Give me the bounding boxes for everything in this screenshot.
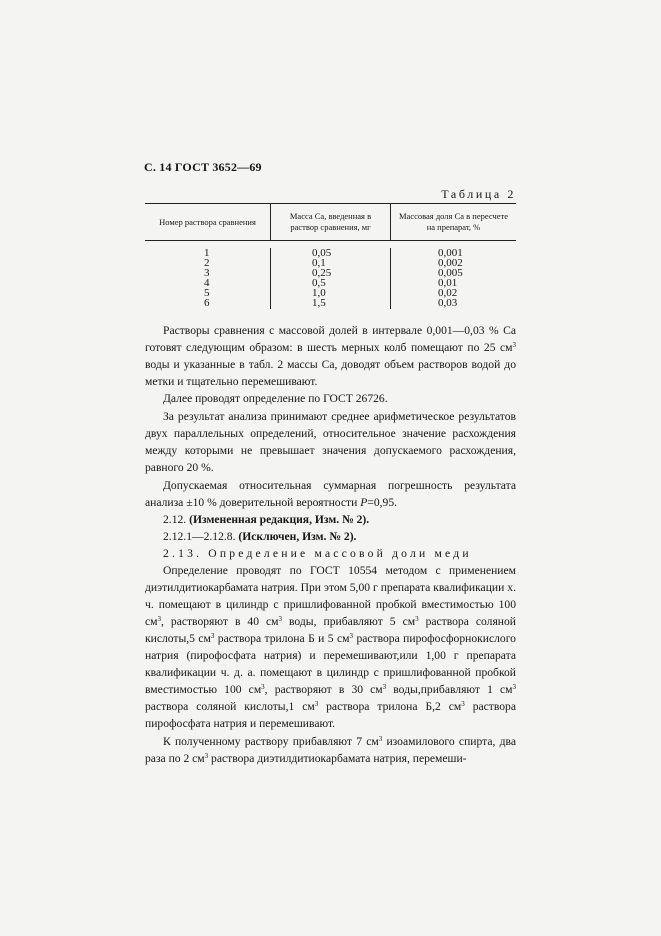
column-solution-number xyxy=(145,248,270,309)
column-header-solution-number: Номер раствора сравнения xyxy=(159,216,256,227)
table-cell: 1,5 xyxy=(312,297,326,309)
superscript: 3 xyxy=(461,700,465,708)
table-cell: 0,005 xyxy=(438,267,463,279)
table-cell: 0,001 xyxy=(438,247,463,259)
superscript: 3 xyxy=(512,341,516,349)
text-run: раствора пирофосфата натрия и перемешивают. xyxy=(145,700,516,730)
table-cell: 4 xyxy=(204,277,210,289)
superscript: 3 xyxy=(378,735,383,743)
table-cell: 0,002 xyxy=(438,257,463,269)
superscript: 3 xyxy=(210,632,215,640)
text-run: раствора пирофосфорнокислого натрия (пирофосфата натрия) и перемешивают,или 1,00 г препарата квалификации ч. д. а. помещают в цилиндр с пришлифованной пробкой вместимостью 100 см xyxy=(145,632,516,696)
text-run: раствора соляной кислоты,1 см xyxy=(145,700,315,713)
table-cell: 6 xyxy=(204,297,210,309)
superscript: 3 xyxy=(512,683,517,691)
paragraph-clause-2-12-1 xyxy=(145,528,516,545)
table-cell: 0,25 xyxy=(312,267,332,279)
page-header: С. 14 ГОСТ 3652—69 xyxy=(144,160,262,174)
clause-note: (Исключен, Изм. № 2). xyxy=(238,530,357,543)
table-cell: 5 xyxy=(204,287,210,299)
text-run: воды и указанные в табл. 2 массы Ca, доводят объем растворов водой до метки и тщательно перемешивают. xyxy=(145,358,516,388)
table-cell: 1,0 xyxy=(312,287,326,299)
text-run: Растворы сравнения с массовой долей в интервале 0,001—0,03 % Ca готовят следующим образом: в шесть мерных колб помещают по 25 см xyxy=(145,324,516,354)
text-run: , растворяют в 30 см xyxy=(264,683,383,696)
text-run: , растворяют в 40 см xyxy=(160,615,279,628)
column-header-ca-fraction: Массовая доля Ca в пересчете на препарат, % xyxy=(390,204,516,240)
text-run: воды, прибавляют 5 см xyxy=(282,615,416,628)
clause-number: 2.12.1—2.12.8. xyxy=(163,530,239,543)
clause-number: 2.12. xyxy=(163,513,190,526)
paragraph-copper-continue xyxy=(145,733,516,767)
text-run: Определение проводят по ГОСТ 10554 методом с применением диэтилдитиокарбамата натрия. xyxy=(145,564,516,594)
superscript: 3 xyxy=(382,683,387,691)
paragraph-error xyxy=(145,477,516,511)
text-run: раствора трилона Б и 5 см xyxy=(214,632,350,645)
column-ca-fraction xyxy=(390,248,516,309)
table-cell: 0,02 xyxy=(438,287,458,299)
table-cell: 0,5 xyxy=(312,277,326,289)
text-run: К полученному раствору прибавляют 7 см xyxy=(163,735,379,748)
superscript: 3 xyxy=(349,632,354,640)
table-header-row xyxy=(145,204,516,241)
paragraph-result: За результат анализа принимают среднее арифметическое результатов двух параллельных определений, относительное значение расхождения между которыми не превышает значения допускаемого расхождения, равного 20 %. xyxy=(145,410,516,474)
section-heading-copper: 2.13. Определение массовой доли меди xyxy=(163,547,472,560)
text-run: изоамилового спирта, два раза по 2 см xyxy=(145,735,516,765)
text-run: раствора трилона Б,2 см xyxy=(318,700,462,713)
paragraph-reference-solutions xyxy=(145,322,516,390)
superscript: 3 xyxy=(157,615,161,623)
paragraph-determination: Далее проводят определение по ГОСТ 26726. xyxy=(163,392,388,405)
column-ca-mass xyxy=(270,248,390,309)
paragraph-copper-method xyxy=(145,562,516,732)
table-caption: Таблица 2 xyxy=(441,187,516,201)
table-cell: 0,05 xyxy=(312,247,332,259)
table-cell: 0,01 xyxy=(438,277,458,289)
table-body xyxy=(145,241,516,309)
superscript: 3 xyxy=(415,615,419,623)
table-cell: 2 xyxy=(204,257,210,269)
superscript: 3 xyxy=(261,683,265,691)
paragraph-clause-2-12 xyxy=(145,511,516,528)
data-table xyxy=(145,203,516,309)
text-run: раствора диэтилдитиокарбамата натрия, перемеши- xyxy=(208,752,467,765)
table-cell: 0,03 xyxy=(438,297,458,309)
text-run: Допускаемая относительная суммарная погрешность результата анализа ±10 % доверительной вероятности xyxy=(145,479,516,509)
superscript: 3 xyxy=(204,752,209,760)
text-run: раствора соляной кислоты,5 см xyxy=(145,615,516,645)
text-run: =0,95. xyxy=(367,496,398,509)
table-cell: 3 xyxy=(204,267,210,279)
text-run: P xyxy=(360,496,368,509)
superscript: 3 xyxy=(278,615,283,623)
superscript: 3 xyxy=(314,700,319,708)
table-cell: 1 xyxy=(204,247,210,259)
text-run: При этом 5,00 г препарата квалификации х. ч. помещают в цилиндр с пришлифованной пробкой вместимостью 100 см xyxy=(145,581,516,628)
clause-note: (Измененная редакция, Изм. № 2). xyxy=(189,513,370,526)
text-run: воды,прибавляют 1 см xyxy=(386,683,513,696)
column-header-ca-mass: Масса Ca, введенная в раствор сравнения, мг xyxy=(270,204,390,240)
body-text xyxy=(145,322,516,767)
table-cell: 0,1 xyxy=(312,257,326,269)
